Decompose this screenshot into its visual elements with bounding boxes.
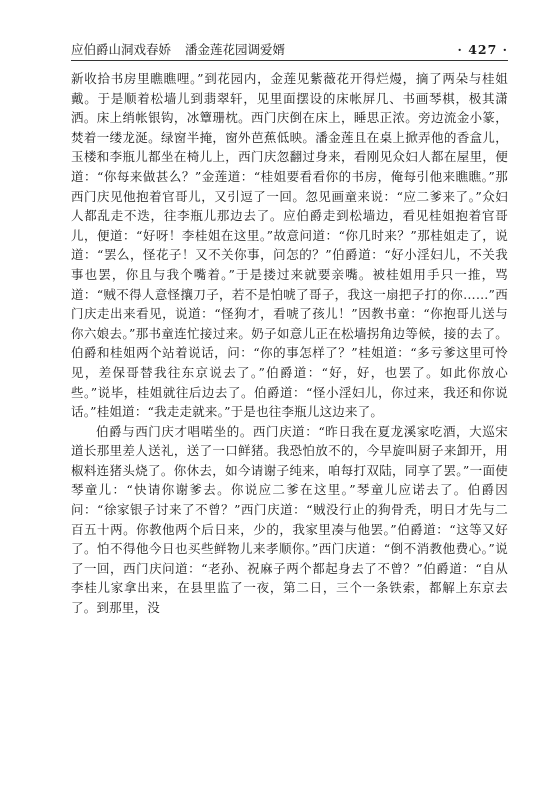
header-rule bbox=[71, 60, 508, 61]
paragraph-1: 新收拾书房里瞧瞧哩。”到花园内，金莲见紫薇花开得烂熳，摘了两朵与桂姐戴。于是顺着松墙儿到翡翠轩，见里面摆设的床帐屏几、书画琴棋，极其潇洒。床上绡帐银钩，冰簟珊枕。西门庆倒在床上，睡思正浓。旁边流金小篆，焚着一缕龙涎。绿窗半掩，窗外芭蕉低映。潘金莲且在桌上掀弄他的香盒儿，玉楼和李瓶儿都坐在椅儿上，西门庆忽翻过身来，看刚见众妇人都在屋里，便道：“你每来做甚么？”金莲道：“桂姐要看看你的书房，俺每引他来瞧瞧。”那西门庆见他抱着官哥儿，又引逗了一回。忽见画童来说：“应二爹来了。”众妇人都乱走不迭，往李瓶儿那边去了。应伯爵走到松墙边，看见桂姐抱着官哥儿，便道：“好呀！李桂姐在这里。”故意问道：“你几时来？”那桂姐走了，说道：“罢么，怪花子！又不关你事，问怎的？”伯爵道：“好小淫妇儿，不关我事也罢，你且与我个嘴着。”于是搂过来就要亲嘴。被桂姐用手只一推，骂道：“贼不得人意怪攘刀子，若不是怕唬了哥子，我这一扇把子打的你……”西门庆走出来看见，说道：“怪狗才，看唬了孩儿！”因教书童：“你抱哥儿送与你六娘去。”那书童连忙接过来。奶子如意儿正在松墙拐角边等候，接的去了。伯爵和桂姐两个站着说话，问：“你的事怎样了？”桂姐道：“多亏爹这里可怜见，差保哥替我往东京说去了。”伯爵道：“好，好，也罢了。如此你放心些。”说毕，桂姐就往后边去了。伯爵道：“怪小淫妇儿，你过来，我还和你说话。”桂姐道：“我走走就来。”于是也往李瓶儿这边来了。 bbox=[71, 71, 508, 420]
body-text bbox=[71, 69, 508, 618]
paragraph-2: 伯爵与西门庆才唱喏坐的。西门庆道：“昨日我在夏龙溪家吃酒，大巡宋道长那里差人送礼，送了一口鲜猪。我恐怕放不的，今早旋叫厨子来卸开，用椒料连猪头烧了。你休去，如今请谢子纯来，咱每打双陆，同享了罢。”一面使琴童儿：“快请你谢爹去。你说应二爹在这里。”琴童儿应诺去了。伯爵因问：“徐家银子讨来了不曾？”西门庆道：“贼没行止的狗骨秃，明日才先与二百五十两。你教他两个后日来，少的，我家里凑与他罢。”伯爵道：“这等又好了。怕不得他今日也买些鲜物儿来孝顺你。”西门庆道：“倒不消教他费心。”说了一回，西门庆问道：“老孙、祝麻子两个都起身去了不曾？”伯爵道：“自从李桂儿家拿出来，在县里监了一夜，第二日，三个一条铁索，都解上东京去了。到那里，没 bbox=[71, 423, 508, 616]
page-number: · 427 · bbox=[457, 42, 508, 57]
running-header bbox=[71, 38, 508, 58]
running-head-book-title: 应伯爵山洞戏春娇 bbox=[71, 42, 172, 57]
running-head-chapter-title: 潘金莲花园调爱婿 bbox=[185, 42, 286, 57]
